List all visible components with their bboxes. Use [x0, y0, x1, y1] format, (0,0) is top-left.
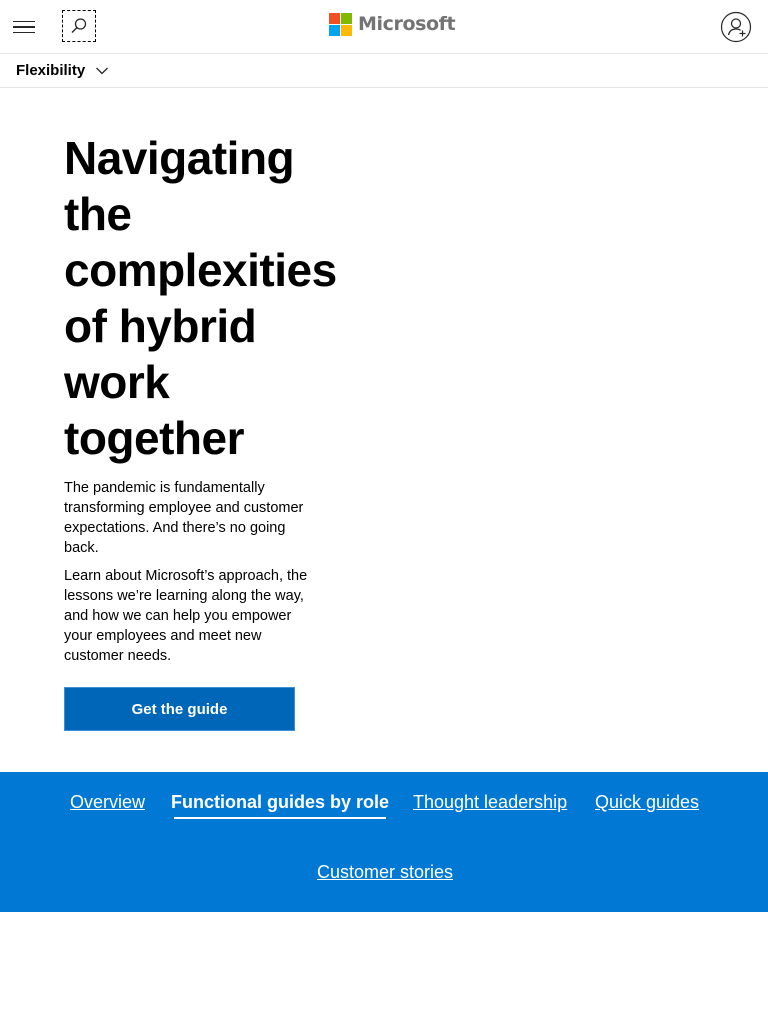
- hamburger-icon-line: [13, 32, 35, 34]
- hero-paragraph-1: The pandemic is fundamentally transforming employee and customer expectations. And there’s no going back.: [64, 480, 304, 556]
- logo-text: Microsoft: [358, 13, 456, 35]
- tab-overview[interactable]: Overview: [70, 792, 146, 812]
- hero-paragraph-2: Learn about Microsoft’s approach, the lessons we’re learning along the way, and how we can help you empower your employees and meet new customer needs.: [64, 568, 308, 664]
- tab-thought-leadership[interactable]: Thought leadership: [413, 792, 568, 812]
- section-tabs-band: [0, 772, 768, 912]
- microsoft-logo-icon: [329, 13, 352, 36]
- microsoft-logo[interactable]: [329, 12, 455, 36]
- sign-in-button[interactable]: [720, 11, 752, 43]
- hero-section: [64, 130, 337, 666]
- hamburger-icon-line: [13, 21, 35, 23]
- hamburger-icon-line: [13, 26, 35, 28]
- chevron-down-icon: [95, 66, 109, 76]
- hamburger-menu-button[interactable]: [12, 14, 38, 40]
- subnav-label: Flexibility: [16, 62, 86, 79]
- search-icon: [70, 17, 88, 35]
- tab-customer-stories[interactable]: Customer stories: [317, 862, 454, 882]
- secondary-nav: [0, 54, 768, 88]
- tab-functional-guides-by-role[interactable]: Functional guides by role: [171, 792, 390, 812]
- page-title: Navigating the complexities of hybrid work together: [64, 132, 337, 464]
- site-header: [0, 0, 768, 54]
- flexibility-menu-toggle[interactable]: [16, 62, 109, 79]
- tab-quick-guides[interactable]: Quick guides: [595, 792, 700, 812]
- search-button[interactable]: [62, 10, 96, 42]
- user-add-icon: [720, 11, 752, 43]
- get-the-guide-button[interactable]: Get the guide: [64, 687, 295, 731]
